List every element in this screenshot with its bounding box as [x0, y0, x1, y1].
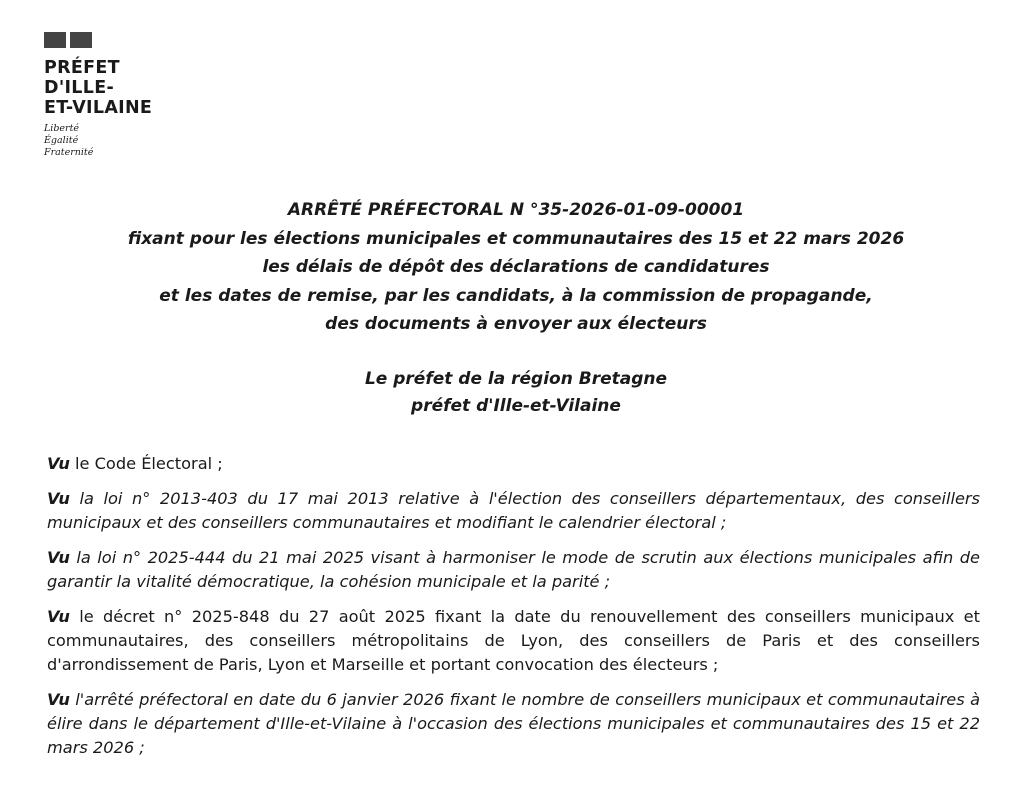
org-line: PRÉFET: [44, 58, 120, 78]
document-title: [0, 196, 1024, 339]
motto-line: Égalité: [44, 135, 79, 146]
prefecture-logo: [44, 32, 152, 159]
vu-label: Vu: [47, 548, 70, 567]
visas: [47, 452, 980, 771]
vu-label: Vu: [47, 454, 70, 473]
title-line: les délais de dépôt des déclarations de candidatures: [262, 257, 770, 277]
visa-text: l'arrêté préfectoral en date du 6 janvier 2026 fixant le nombre de conseillers municipaux et communautaires à élire dans le département d'Ille-et-Vilaine à l'occasion des élections municipales et communautaires des 15 et 22 mars 2026 ;: [47, 690, 980, 757]
visa-paragraph: [47, 546, 980, 594]
title-line: fixant pour les élections municipales et communautaires des 15 et 22 mars 2026: [127, 228, 905, 249]
visa-text: la loi n° 2025-444 du 21 mai 2025 visant à harmoniser le mode de scrutin aux élections municipales afin de garantir la vitalité démocratique, la cohésion municipale et la parité ;: [47, 548, 980, 591]
org-line: D'ILLE-: [44, 78, 115, 98]
motto-line: Liberté: [44, 123, 80, 134]
visa-text: le Code Électoral ;: [69, 454, 223, 473]
visa-paragraph: [47, 452, 980, 476]
vu-label: Vu: [47, 690, 70, 709]
authority-line: Le préfet de la région Bretagne: [364, 369, 668, 389]
org-line: ET-VILAINE: [44, 98, 153, 118]
visa-text: la loi n° 2013-403 du 17 mai 2013 relative à l'élection des conseillers départementaux, des conseillers municipaux et des conseillers communautaires et modifiant le calendrier électoral ;: [47, 489, 980, 532]
authority: [0, 366, 1024, 420]
visa-text: le décret n° 2025-848 du 27 août 2025 fixant la date du renouvellement des conseillers municipaux et communautaires, des conseillers métropolitains de Lyon, des conseillers de Paris et des conseillers d'arrondissement de Paris, Lyon et Marseille et portant convocation des électeurs ;: [47, 607, 980, 674]
title-line: des documents à envoyer aux électeurs: [325, 314, 707, 334]
motto: [44, 123, 152, 159]
authority-line: préfet d'Ille-et-Vilaine: [411, 396, 621, 416]
motto-line: Fraternité: [44, 147, 94, 158]
title-line: et les dates de remise, par les candidats, à la commission de propagande,: [159, 285, 873, 306]
marianne-logo-icon: [44, 32, 152, 48]
title-line: ARRÊTÉ PRÉFECTORAL N °35-2026-01-09-00001: [287, 200, 745, 220]
vu-label: Vu: [47, 489, 70, 508]
org-name: [44, 58, 152, 118]
visa-paragraph: [47, 487, 980, 535]
visa-paragraph: [47, 605, 980, 677]
visa-paragraph: [47, 688, 980, 760]
vu-label: Vu: [47, 607, 70, 626]
